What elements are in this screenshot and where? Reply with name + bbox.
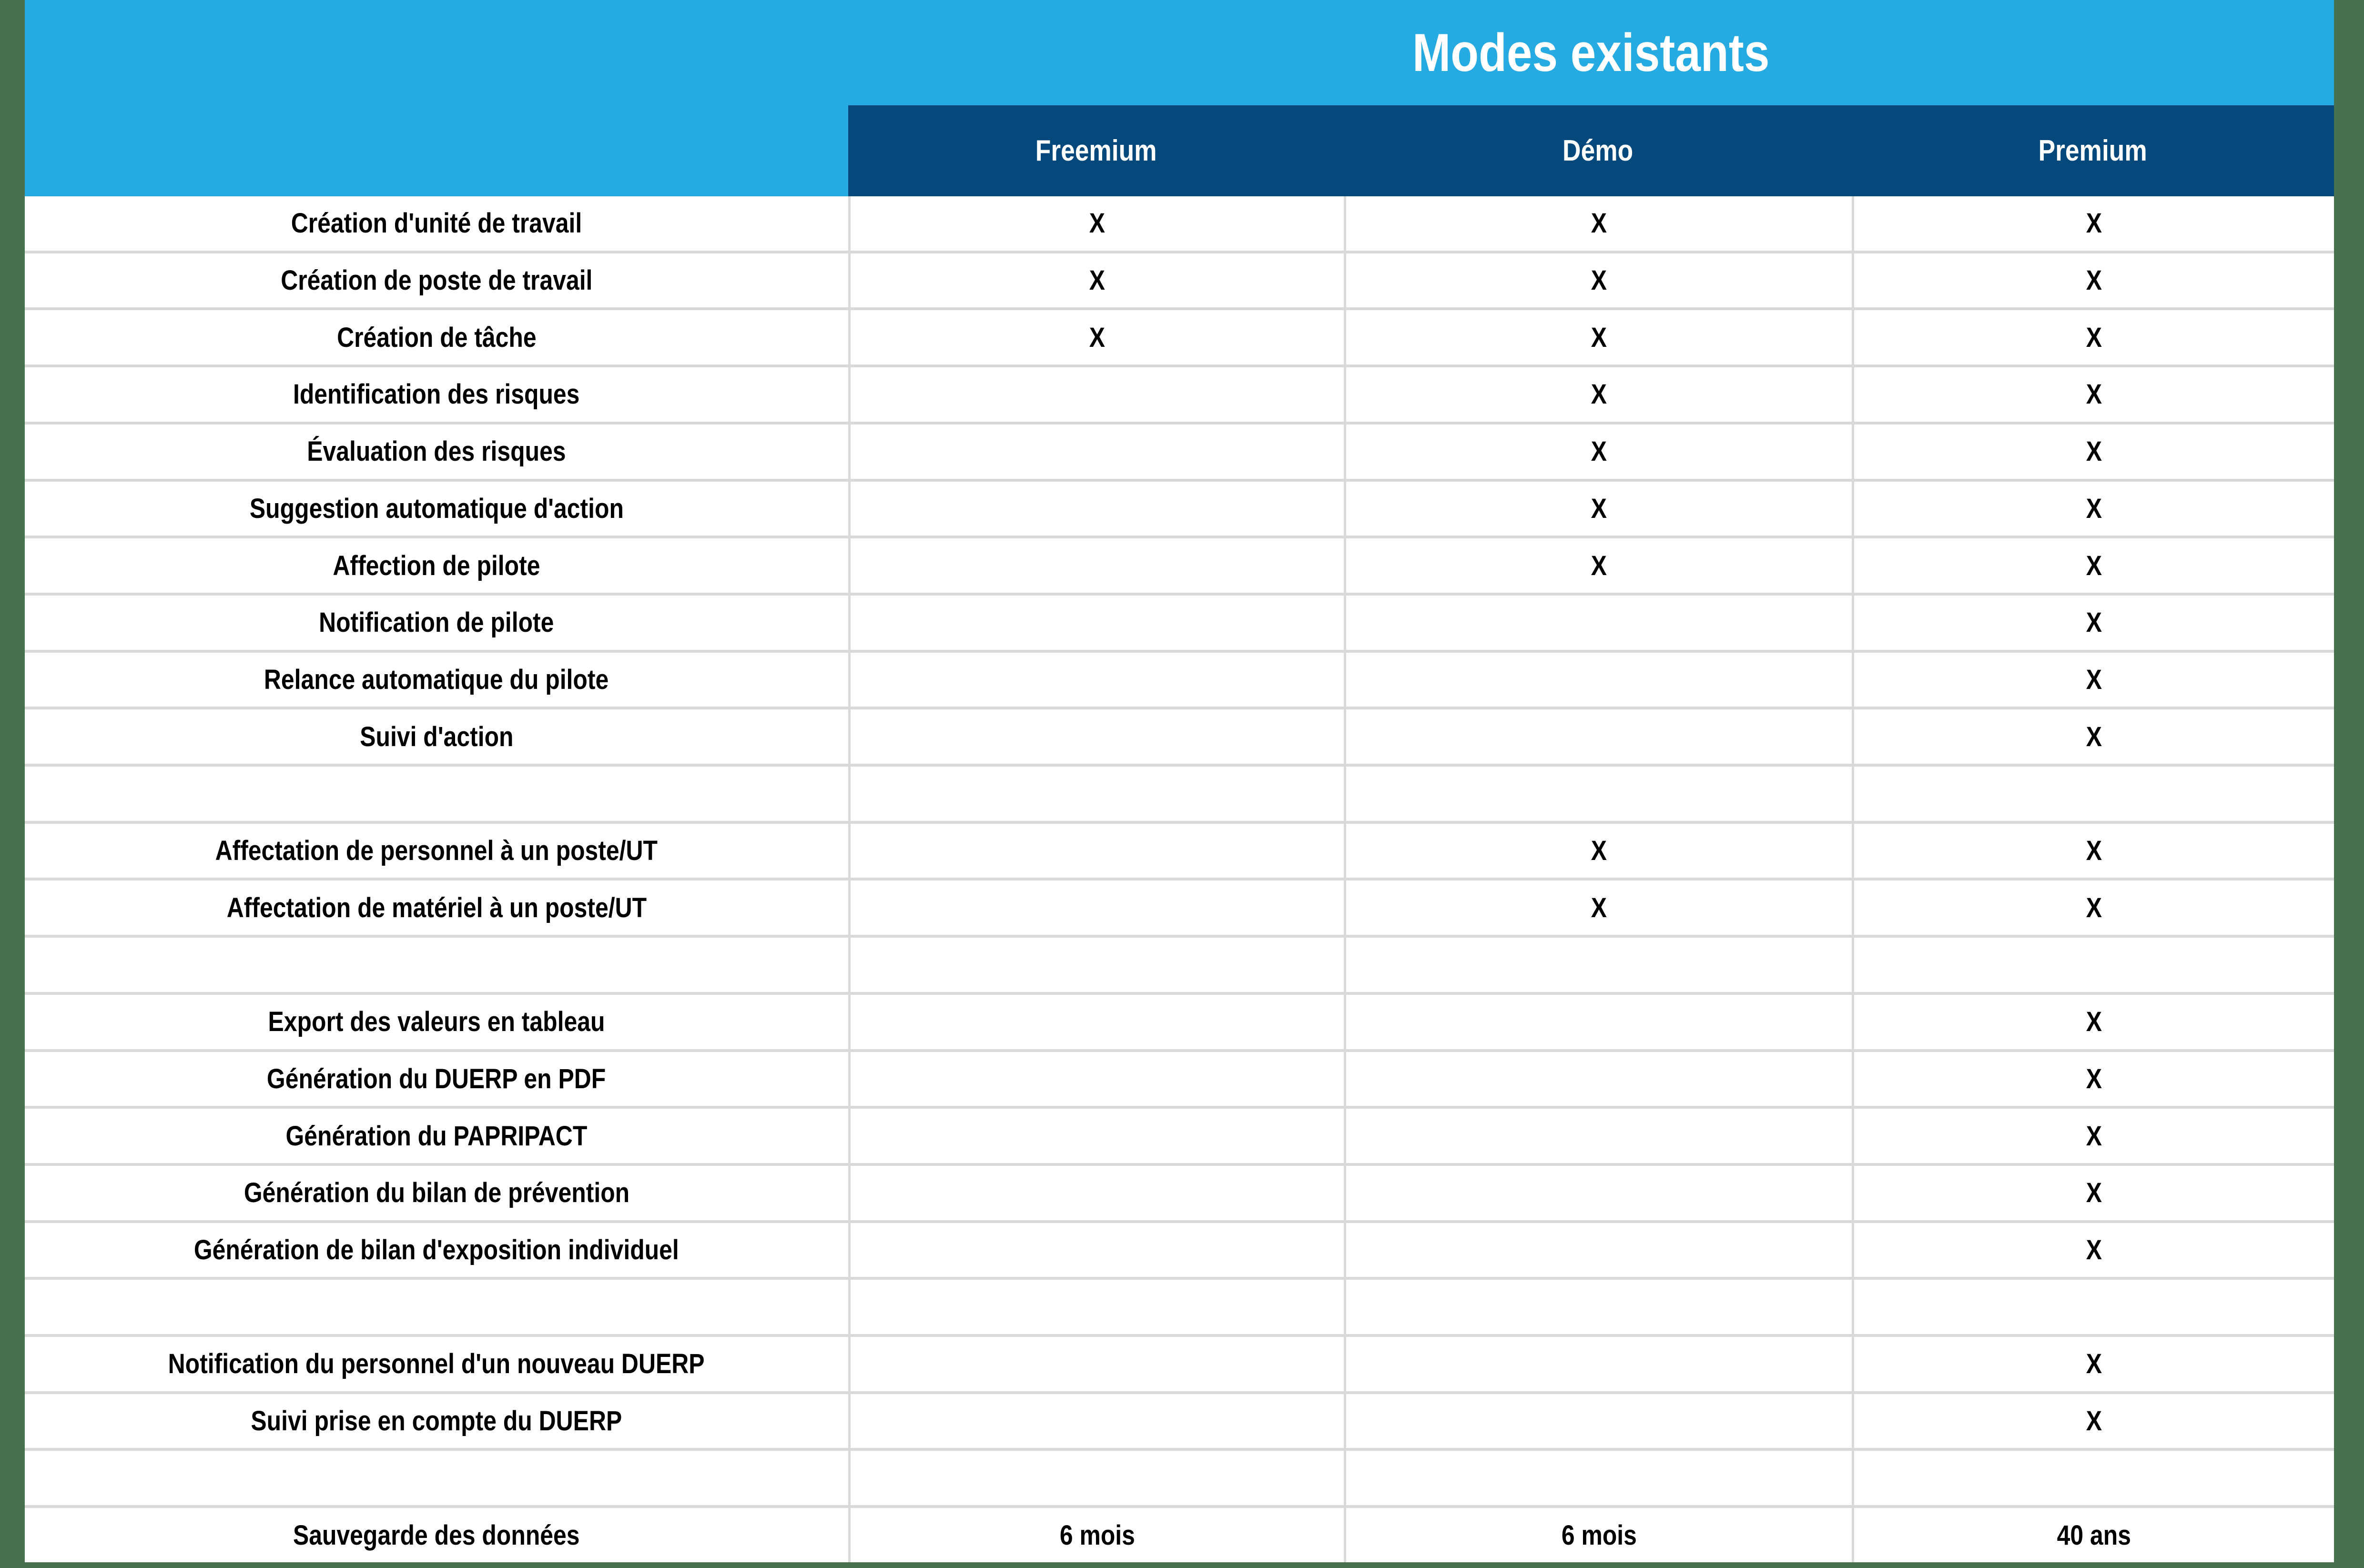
- feature-value-cell: [848, 1280, 1344, 1334]
- value-text: 6 mois: [1561, 1519, 1637, 1551]
- feature-value-cell: [1344, 938, 1852, 992]
- check-mark: X: [1591, 436, 1607, 467]
- feature-check-cell: [1852, 709, 2334, 764]
- check-mark: X: [1089, 322, 1106, 353]
- check-mark: X: [2086, 436, 2102, 467]
- header-banner: [25, 0, 2334, 196]
- feature-value-cell: [1344, 1337, 1852, 1391]
- feature-label: Notification de pilote: [319, 607, 554, 638]
- feature-value-cell: [848, 425, 1344, 479]
- feature-value-cell: [848, 1052, 1344, 1106]
- feature-check-cell: [1852, 1166, 2334, 1220]
- feature-label-cell: [25, 767, 848, 821]
- feature-check-cell: [1344, 538, 1852, 593]
- check-mark: X: [2086, 1063, 2102, 1094]
- check-mark: X: [1591, 208, 1607, 239]
- feature-row: [25, 1391, 2334, 1448]
- feature-check-cell: [1852, 538, 2334, 593]
- feature-value-cell: [848, 1223, 1344, 1277]
- feature-row: [25, 1163, 2334, 1220]
- check-mark: X: [2086, 1348, 2102, 1380]
- feature-label-cell: [25, 653, 848, 707]
- feature-value-cell: [848, 1508, 1344, 1562]
- bottom-page-border-bar: [0, 1562, 2364, 1568]
- feature-row: [25, 878, 2334, 935]
- feature-label-cell: [25, 1280, 848, 1334]
- feature-value-cell: [1344, 1166, 1852, 1220]
- feature-value-cell: [1344, 1052, 1852, 1106]
- feature-check-cell: [1852, 1109, 2334, 1163]
- feature-row: [25, 196, 2334, 251]
- check-mark: X: [1591, 379, 1607, 410]
- feature-label: Notification du personnel d'un nouveau DUERP: [168, 1348, 705, 1380]
- feature-check-cell: [1852, 367, 2334, 422]
- feature-value-cell: [848, 596, 1344, 650]
- feature-check-cell: [848, 196, 1344, 251]
- column-header-freemium: [848, 105, 1344, 196]
- feature-check-cell: [1852, 425, 2334, 479]
- feature-check-cell: [1344, 310, 1852, 364]
- feature-label-cell: [25, 482, 848, 536]
- feature-value-cell: [1852, 767, 2334, 821]
- feature-label: Export des valeurs en tableau: [268, 1006, 605, 1038]
- feature-check-cell: [1852, 1223, 2334, 1277]
- feature-label-cell: [25, 1109, 848, 1163]
- feature-check-cell: [848, 310, 1344, 364]
- feature-label: Affectation de matériel à un poste/UT: [226, 892, 647, 923]
- feature-row: [25, 536, 2334, 593]
- column-header-premium: [1852, 105, 2334, 196]
- feature-check-cell: [848, 253, 1344, 308]
- feature-label-cell: [25, 425, 848, 479]
- feature-value-cell: [848, 367, 1344, 422]
- feature-value-cell: [1344, 767, 1852, 821]
- check-mark: X: [2086, 1177, 2102, 1209]
- check-mark: X: [1591, 892, 1607, 923]
- check-mark: X: [1591, 493, 1607, 524]
- feature-check-cell: [1852, 196, 2334, 251]
- feature-label: Suggestion automatique d'action: [249, 493, 624, 524]
- feature-row: [25, 650, 2334, 707]
- check-mark: X: [2086, 1234, 2102, 1265]
- page-title: Modes existants: [1412, 23, 1770, 82]
- feature-value-cell: [848, 653, 1344, 707]
- spacer-row: [25, 764, 2334, 821]
- feature-label: Génération de bilan d'exposition individuel: [194, 1234, 679, 1265]
- feature-row: [25, 251, 2334, 308]
- check-mark: X: [1089, 208, 1106, 239]
- feature-value-cell: [848, 1394, 1344, 1448]
- check-mark: X: [2086, 607, 2102, 638]
- feature-label-cell: [25, 1166, 848, 1220]
- feature-row: [25, 479, 2334, 536]
- feature-value-cell: [1852, 1508, 2334, 1562]
- feature-label: Affectation de personnel à un poste/UT: [215, 835, 658, 867]
- feature-check-cell: [1852, 824, 2334, 878]
- spacer-row: [25, 1448, 2334, 1505]
- feature-check-cell: [1344, 425, 1852, 479]
- check-mark: X: [2086, 265, 2102, 296]
- feature-row: [25, 1505, 2334, 1562]
- feature-check-cell: [1852, 1052, 2334, 1106]
- check-mark: X: [1591, 550, 1607, 581]
- feature-label: Relance automatique du pilote: [264, 664, 609, 695]
- feature-value-cell: [1344, 1109, 1852, 1163]
- feature-value-cell: [848, 880, 1344, 935]
- check-mark: X: [2086, 550, 2102, 581]
- check-mark: X: [1089, 265, 1106, 296]
- check-mark: X: [2086, 1406, 2102, 1437]
- feature-row: [25, 707, 2334, 764]
- feature-value-cell: [848, 482, 1344, 536]
- title-zone: [848, 0, 2334, 105]
- check-mark: X: [2086, 1120, 2102, 1152]
- feature-row: [25, 821, 2334, 878]
- feature-row: [25, 1334, 2334, 1391]
- feature-check-cell: [1852, 995, 2334, 1049]
- feature-label-cell: [25, 196, 848, 251]
- feature-label: Identification des risques: [293, 379, 580, 410]
- spacer-row: [25, 935, 2334, 992]
- feature-check-cell: [1852, 880, 2334, 935]
- column-header-band: [848, 105, 2334, 196]
- feature-label: Sauvegarde des données: [293, 1519, 580, 1551]
- feature-label: Génération du DUERP en PDF: [267, 1063, 606, 1094]
- feature-label-cell: [25, 538, 848, 593]
- check-mark: X: [2086, 664, 2102, 695]
- feature-check-cell: [1852, 310, 2334, 364]
- check-mark: X: [2086, 721, 2102, 752]
- feature-value-cell: [848, 1451, 1344, 1505]
- feature-label: Création de tâche: [336, 322, 537, 353]
- feature-label-cell: [25, 938, 848, 992]
- feature-value-cell: [848, 1109, 1344, 1163]
- feature-label-cell: [25, 367, 848, 422]
- column-header-label: Démo: [1562, 134, 1633, 167]
- check-mark: X: [2086, 1006, 2102, 1038]
- feature-label-cell: [25, 995, 848, 1049]
- feature-label: Génération du PAPRIPACT: [285, 1120, 588, 1152]
- feature-label-cell: [25, 596, 848, 650]
- check-mark: X: [2086, 208, 2102, 239]
- feature-label-cell: [25, 880, 848, 935]
- feature-value-cell: [848, 767, 1344, 821]
- feature-value-cell: [1344, 995, 1852, 1049]
- feature-label-cell: [25, 1052, 848, 1106]
- feature-value-cell: [848, 824, 1344, 878]
- feature-check-cell: [1852, 1337, 2334, 1391]
- check-mark: X: [2086, 379, 2102, 410]
- check-mark: X: [1591, 265, 1607, 296]
- feature-check-cell: [1852, 253, 2334, 308]
- spacer-row: [25, 1277, 2334, 1334]
- feature-value-cell: [1344, 1394, 1852, 1448]
- feature-value-cell: [1344, 653, 1852, 707]
- feature-value-cell: [1344, 709, 1852, 764]
- feature-check-cell: [1344, 824, 1852, 878]
- check-mark: X: [1591, 322, 1607, 353]
- feature-label-cell: [25, 1223, 848, 1277]
- feature-value-cell: [1344, 1223, 1852, 1277]
- feature-label: Suivi prise en compte du DUERP: [251, 1406, 622, 1437]
- feature-value-cell: [1344, 1451, 1852, 1505]
- feature-row: [25, 307, 2334, 364]
- column-header-demo: [1344, 105, 1852, 196]
- feature-label: Suivi d'action: [359, 721, 514, 752]
- feature-row: [25, 992, 2334, 1049]
- check-mark: X: [2086, 322, 2102, 353]
- feature-value-cell: [1344, 1280, 1852, 1334]
- feature-label-cell: [25, 1451, 848, 1505]
- feature-label-cell: [25, 824, 848, 878]
- right-page-border-bar: [2334, 0, 2364, 1568]
- check-mark: X: [2086, 493, 2102, 524]
- feature-label-cell: [25, 1394, 848, 1448]
- feature-check-cell: [1344, 482, 1852, 536]
- feature-label-cell: [25, 1337, 848, 1391]
- value-text: 6 mois: [1059, 1519, 1135, 1551]
- feature-check-cell: [1344, 196, 1852, 251]
- feature-row: [25, 1106, 2334, 1163]
- feature-value-cell: [1852, 938, 2334, 992]
- feature-label-cell: [25, 253, 848, 308]
- feature-label: Création d'unité de travail: [291, 208, 582, 239]
- feature-row: [25, 364, 2334, 422]
- feature-value-cell: [848, 938, 1344, 992]
- feature-check-cell: [1852, 482, 2334, 536]
- feature-check-cell: [1852, 1394, 2334, 1448]
- column-header-label: Premium: [2038, 134, 2148, 167]
- feature-value-cell: [848, 538, 1344, 593]
- feature-value-cell: [1852, 1451, 2334, 1505]
- left-page-border-bar: [0, 0, 25, 1568]
- check-mark: X: [1591, 835, 1607, 867]
- feature-table: [25, 196, 2334, 1562]
- feature-label-cell: [25, 1508, 848, 1562]
- feature-check-cell: [1344, 367, 1852, 422]
- feature-row: [25, 1049, 2334, 1106]
- feature-label: Génération du bilan de prévention: [244, 1177, 629, 1209]
- feature-label: Création de poste de travail: [280, 265, 593, 296]
- value-text: 40 ans: [2057, 1519, 2131, 1551]
- feature-row: [25, 1220, 2334, 1277]
- check-mark: X: [2086, 892, 2102, 923]
- feature-value-cell: [848, 709, 1344, 764]
- feature-label-cell: [25, 310, 848, 364]
- feature-value-cell: [848, 1337, 1344, 1391]
- feature-check-cell: [1344, 253, 1852, 308]
- feature-check-cell: [1852, 653, 2334, 707]
- feature-row: [25, 593, 2334, 650]
- feature-row: [25, 422, 2334, 479]
- feature-value-cell: [848, 1166, 1344, 1220]
- feature-check-cell: [1852, 596, 2334, 650]
- check-mark: X: [2086, 835, 2102, 867]
- feature-check-cell: [1344, 880, 1852, 935]
- feature-label: Évaluation des risques: [307, 436, 566, 467]
- feature-label-cell: [25, 709, 848, 764]
- feature-value-cell: [848, 995, 1344, 1049]
- feature-label: Affection de pilote: [333, 550, 540, 581]
- feature-value-cell: [1344, 596, 1852, 650]
- feature-value-cell: [1852, 1280, 2334, 1334]
- feature-value-cell: [1344, 1508, 1852, 1562]
- column-header-label: Freemium: [1035, 134, 1157, 167]
